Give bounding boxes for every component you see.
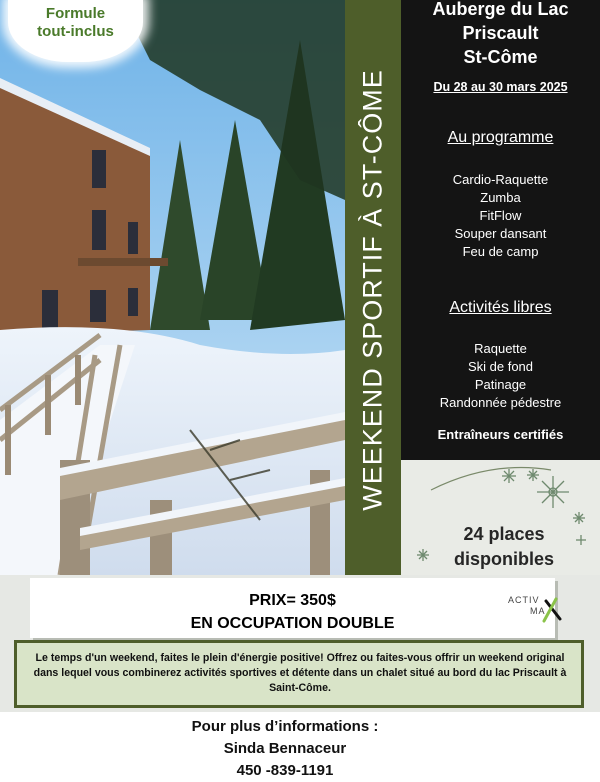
available-places [429, 522, 579, 572]
logo-text-2: MA [530, 606, 546, 616]
activity-item: Patinage [474, 377, 527, 392]
activity-item: Ski de fond [467, 359, 534, 374]
badge-line-2: tout-inclus [37, 23, 114, 40]
price-section [0, 575, 600, 640]
description-section [0, 640, 600, 712]
vertical-title: WEEKEND SPORTIF À ST-CÔME [357, 69, 388, 511]
venue-line-1: Auberge du Lac [432, 0, 569, 19]
activity-item: Randonnée pédestre [439, 395, 562, 410]
event-info-panel [401, 0, 600, 460]
badge-line-1: Formule [45, 5, 106, 22]
venue-line-2: Priscault [462, 23, 539, 43]
places-panel [401, 460, 600, 575]
vertical-title-band [345, 0, 401, 575]
places-line-2: disponibles [453, 549, 554, 569]
hero-photo [0, 0, 345, 575]
programme-item: Feu de camp [462, 244, 539, 259]
programme-heading: Au programme [447, 129, 554, 146]
programme-item: Cardio-Raquette [452, 172, 549, 187]
contact-name: Sinda Bennaceur [223, 740, 347, 757]
price-amount: PRIX= 350$ [249, 592, 336, 609]
venue-title [401, 0, 600, 69]
certified-coaches: Entraîneurs certifiés [437, 427, 564, 442]
description-text: Le temps d'un weekend, faites le plein d'énergie positive! Offrez ou faites-vous offrir un weekend original dans lequel vous combinerez activités sportives et détente dans un chalet situé au bord du lac Priscault à Saint-Côme. [33, 652, 567, 694]
activity-item: Raquette [474, 341, 527, 356]
programme-item: Zumba [480, 190, 521, 205]
contact-section [0, 712, 600, 782]
venue-line-3: St-Côme [463, 47, 538, 67]
event-dates: Du 28 au 30 mars 2025 [433, 80, 568, 94]
winter-lodge-illustration [0, 0, 345, 575]
logo-text-1: ACTIV [508, 595, 540, 605]
programme-item: Souper dansant [454, 226, 547, 241]
places-line-1: 24 places [463, 524, 545, 544]
activities-heading: Activités libres [449, 299, 552, 316]
programme-item: FitFlow [479, 208, 522, 223]
contact-phone: 450 -839-1191 [236, 762, 334, 779]
price-occupancy: EN OCCUPATION DOUBLE [190, 615, 395, 632]
contact-heading: Pour plus d’informations : [191, 718, 379, 735]
activmax-logo [508, 595, 568, 625]
description-box [14, 640, 584, 708]
logo-swoosh-icon [508, 595, 568, 625]
price-box [30, 578, 555, 638]
